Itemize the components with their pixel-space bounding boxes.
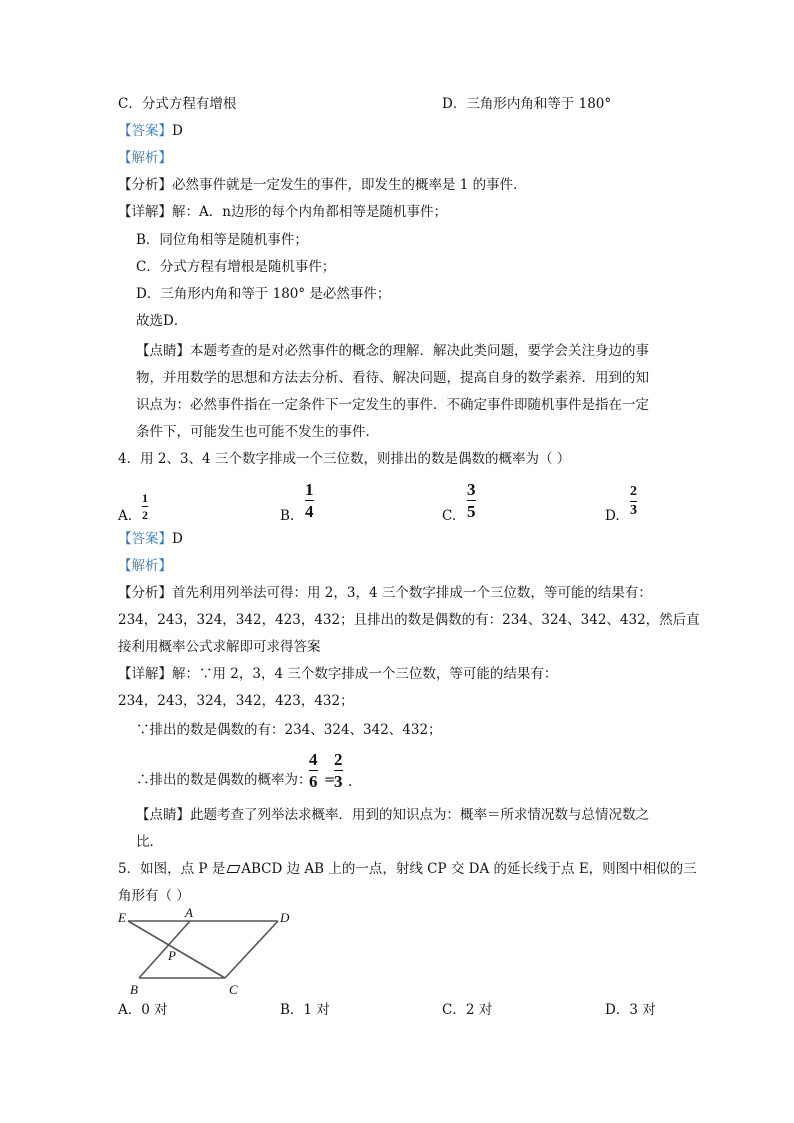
dianjing-label: 【点睛】 [136,343,190,359]
q4-option-d-label: D. [605,508,620,524]
numerator: 1 [142,491,148,505]
point-a-label: A [185,905,193,920]
point-e-label: E [118,910,126,925]
text-line: C．分式方程有增根是随机事件； [136,259,336,275]
answer-label: 【答案】 [118,531,172,547]
q4-option-a-label: A. [118,508,133,524]
xiangjie-text: 解：A．n边形的每个内角都相等是随机事件； [172,204,447,220]
q4-option-b-fraction [305,481,314,520]
q4-option-b-label: B. [280,508,295,524]
fenxi-text: 首先利用列举法可得：用 2，3，4 三个数字排成一个三位数，等可能的结果有： [172,585,652,601]
line-ab [139,921,190,978]
q4-stem: 4．用 2、3、4 三个数字排成一个三位数，则排出的数是偶数的概率为（ ） [118,451,571,467]
text-line: 识点为：必然事件指在一定条件下一定发生的事件．不确定事件即随机事件是指在一定 [136,397,649,413]
line-cd [225,921,278,978]
q5-option-d: D．3 对 [605,1002,656,1018]
denominator: 2 [142,508,148,522]
prob-fraction-2 [334,751,343,790]
q4-option-a-fraction [142,492,148,521]
analysis-label: 【解析】 [118,150,172,166]
q4-answer [118,530,183,548]
fenxi-label: 【分析】 [118,585,172,601]
prob-text: ∴排出的数是偶数的概率为： [136,772,312,788]
numerator: 2 [334,750,343,769]
numerator: 4 [309,750,318,769]
parallelogram-figure [115,905,305,997]
q5-option-c: C．2 对 [442,1002,493,1018]
text-line: ∵排出的数是偶数的有：234、324、342、432； [136,722,442,738]
denominator: 5 [467,502,476,521]
dianjing-label: 【点睛】 [136,807,190,823]
fenxi-label: 【分析】 [118,177,172,193]
denominator: 6 [309,772,318,791]
equals-sign: = [324,772,336,788]
answer-value: D [172,123,183,139]
denominator: 3 [630,503,637,518]
q5-option-a: A．0 对 [118,1002,168,1018]
q3-option-d: D．三角形内角和等于 180° [442,96,612,112]
numerator: 2 [630,484,637,499]
text-line: 234，243，324，342，423，432； [118,693,354,709]
dianjing-text: 此题考查了列举法求概率．用到的知识点为：概率＝所求情况数与总情况数之 [190,807,649,823]
text-line: 比． [136,834,163,850]
point-d-label: D [280,910,290,925]
numerator: 1 [305,480,314,499]
line-ec [128,921,225,978]
stem-part: 5．如图，点 P 是 [118,861,226,877]
parallelogram-icon [227,865,241,873]
text-line: 故选D． [136,313,188,329]
text-line: 物，并用数学的思想和方法去分析、看待、解决问题，提高自身的数学素养．用到的知 [136,370,649,386]
point-b-label: B [130,982,138,997]
q5-stem-line2: 角形有（ ） [118,888,190,904]
fenxi-text: 必然事件就是一定发生的事件，即发生的概率是 1 的事件． [172,177,527,193]
denominator: 4 [305,502,314,521]
text-line: 条件下，可能发生也可能不发生的事件． [136,424,379,440]
q4-option-d-fraction [630,485,637,518]
dianjing-text: 本题考查的是对必然事件的概念的理解．解决此类问题，要学会关注身边的事 [190,343,649,359]
answer-label: 【答案】 [118,123,172,139]
answer-value: D [172,531,183,547]
q4-option-c-fraction [467,481,476,520]
prob-fraction-1 [309,751,318,790]
xiangjie-text: 解：∵用 2，3，4 三个数字排成一个三位数，等可能的结果有： [172,666,558,682]
q3-fenxi [118,176,527,194]
q3-dianjing [136,342,649,360]
point-c-label: C [229,982,238,997]
text-line: 接利用概率公式求解即可求得答案 [118,639,321,655]
q4-xiangjie [118,665,557,683]
q4-fenxi [118,584,652,602]
text-line: 234，243，324，342，423，432；且排出的数是偶数的有：234、324、342、432，然后直 [118,612,700,628]
point-p-label: P [168,948,176,963]
denominator: 3 [334,772,343,791]
q4-dianjing [136,806,649,824]
text-line: B．同位角相等是随机事件； [136,232,308,248]
period: . [348,774,353,790]
q3-xiangjie [118,203,447,221]
analysis-label: 【解析】 [118,558,172,574]
xiangjie-label: 【详解】 [118,666,172,682]
q3-answer [118,122,183,140]
q5-option-b: B．1 对 [280,1002,330,1018]
text-line: D．三角形内角和等于 180° 是必然事件； [136,286,391,302]
q5-stem-line1 [118,860,697,878]
xiangjie-label: 【详解】 [118,204,172,220]
q3-option-c: C．分式方程有增根 [118,96,237,112]
numerator: 3 [467,480,476,499]
q4-option-c-label: C. [442,508,457,524]
stem-part: ABCD 边 AB 上的一点，射线 CP 交 DA 的延长线于点 E，则图中相似的三 [241,861,697,877]
